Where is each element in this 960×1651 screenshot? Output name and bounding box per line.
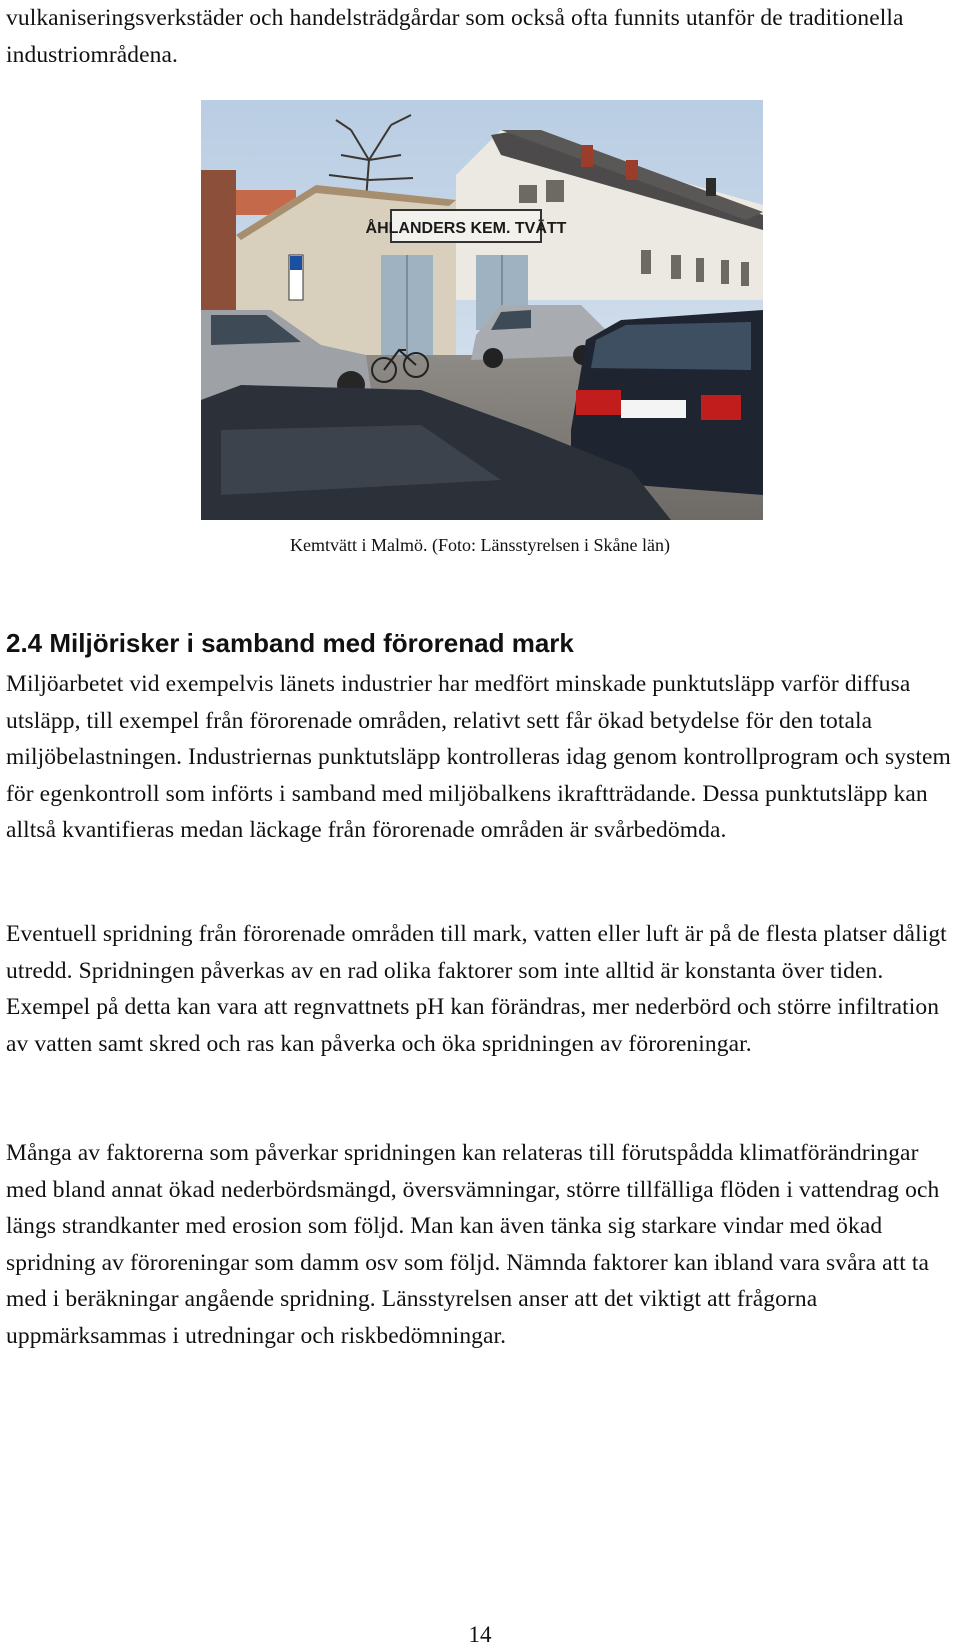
- dry-cleaner-photo: [201, 100, 763, 520]
- shop-sign-text: ÅHLANDERS KEM. TVÄTT: [365, 220, 567, 237]
- body-paragraph-1: Miljöarbetet vid exempelvis länets industrier har medfört minskade punktutsläpp varför diffusa utsläpp, till exempel från förorenade områden, relativt sett får ökad betydelse för den totala miljöbelastningen. Industriernas punktutsläpp kontrolleras idag genom kontrollprogram och system för egenkontroll som införts i samband med miljöbalkens ikraftträdande. Dessa punktutsläpp kan alltså kvantifieras medan läckage från förorenade områden är svårbedömda.: [6, 671, 951, 843]
- body-paragraph-2: Eventuell spridning från förorenade områden till mark, vatten eller luft är på de flesta platser dåligt utredd. Spridningen påverkas av en rad olika faktorer som inte alltid är konstanta över tiden. Exempel på detta kan vara att regnvattnets pH kan förändras, mer nederbörd och större infiltration av vatten samt skred och ras kan påverka och öka spridningen av föroreningar.: [6, 921, 947, 1057]
- intro-paragraph: vulkaniseringsverkstäder och handelsträdgårdar som också ofta funnits utanför de traditionella industriområdena.: [6, 5, 904, 68]
- figure-caption: Kemtvätt i Malmö. (Foto: Länsstyrelsen i Skåne län): [290, 535, 670, 555]
- page-number: 14: [468, 1622, 492, 1647]
- section-heading: 2.4 Miljörisker i samband med förorenad mark: [6, 628, 574, 658]
- body-paragraph-3: Många av faktorerna som påverkar spridningen kan relateras till förutspådda klimatförändringar med bland annat ökad nederbördsmängd, översvämningar, större tillfälliga flöden i vattendrag och längs strandkanter med erosion som följd. Man kan även tänka sig starkare vindar med ökad spridning av föroreningar som damm osv som följd. Nämnda faktorer kan ibland vara svåra att ta med i beräkningar angående spridning. Länsstyrelsen anser att det viktigt att frågorna uppmärksammas i utredningar och riskbedömningar.: [6, 1140, 940, 1349]
